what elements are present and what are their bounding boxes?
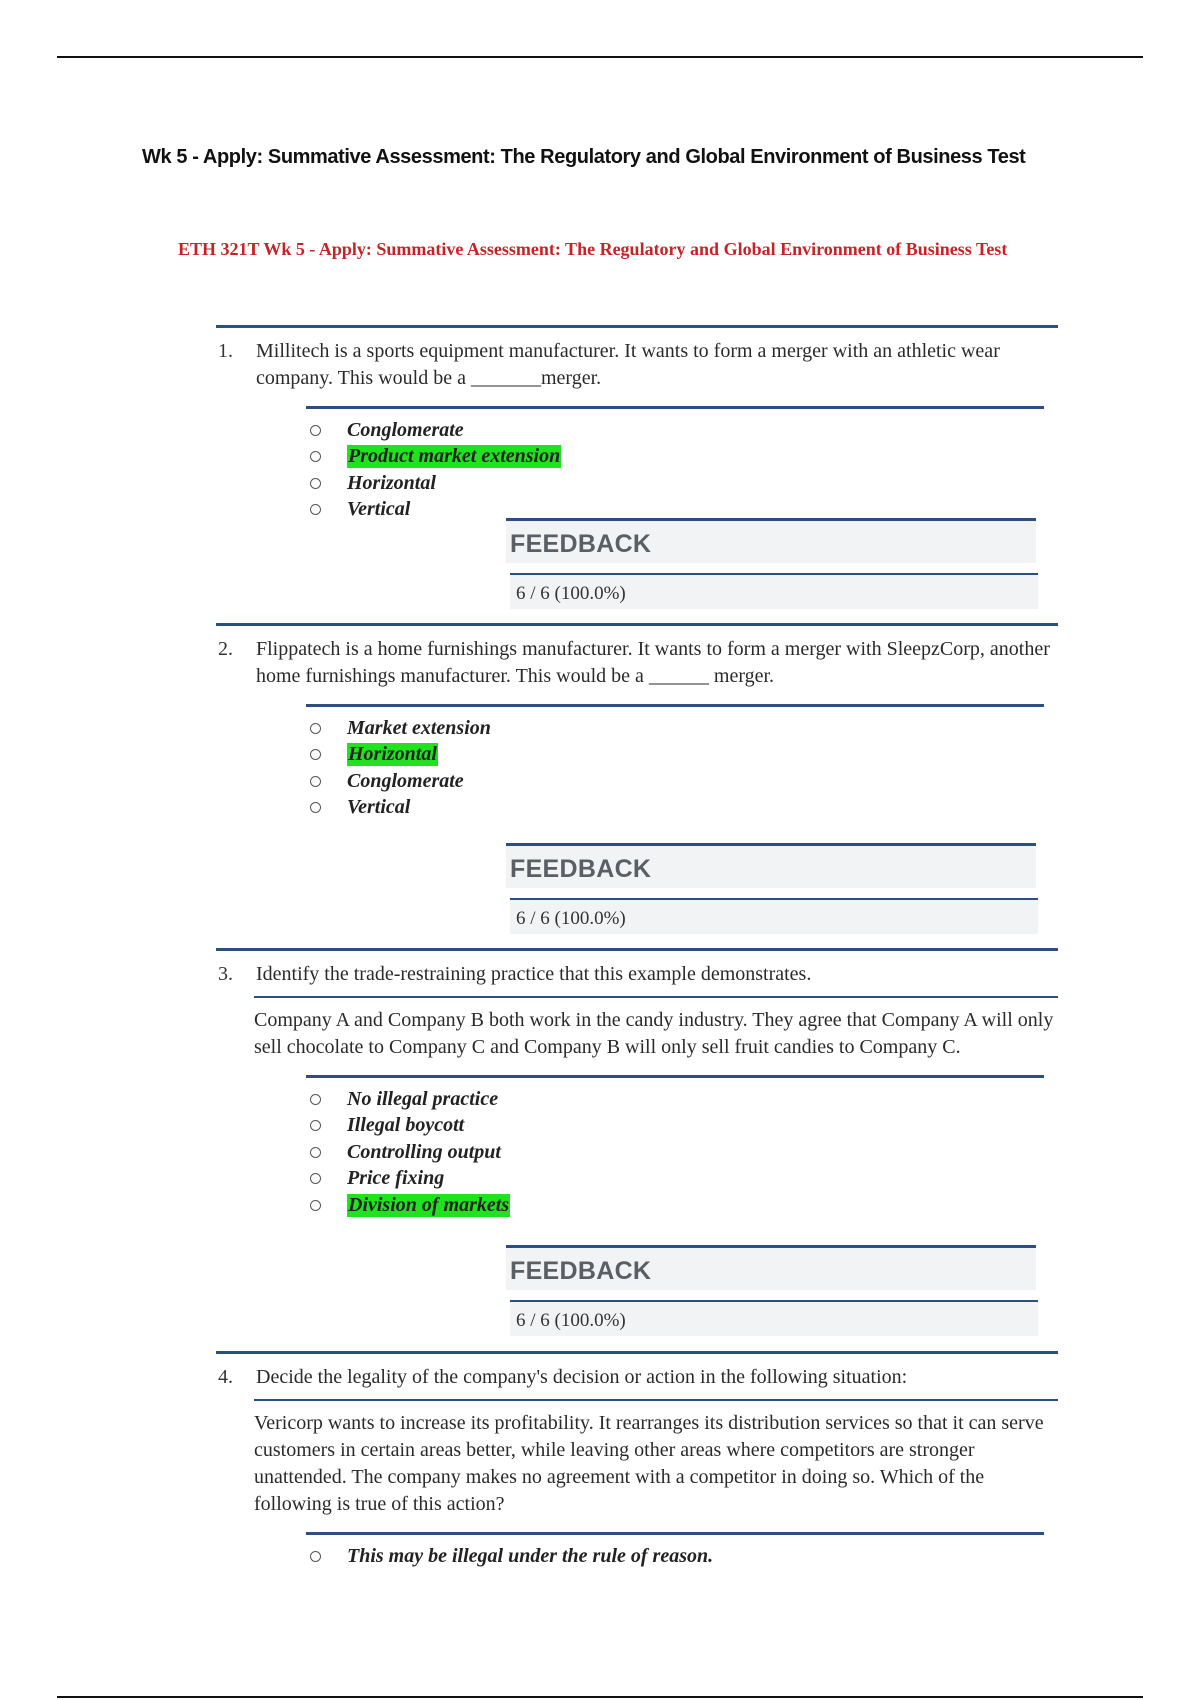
question-1 [216,325,1058,523]
radio-bullet-icon [310,802,321,813]
answer-option-selected[interactable]: Horizontal [306,742,1044,769]
radio-bullet-icon [310,1094,321,1105]
feedback-score: 6 / 6 (100.0%) [510,573,1038,609]
feedback-heading: FEEDBACK [506,518,1036,563]
radio-bullet-icon [310,776,321,787]
radio-bullet-icon [310,1173,321,1184]
feedback-score: 6 / 6 (100.0%) [510,898,1038,934]
radio-bullet-icon [310,1551,321,1562]
answer-option[interactable]: Conglomerate [306,768,1044,795]
radio-bullet-icon [310,723,321,734]
radio-bullet-icon [310,749,321,760]
answer-option[interactable]: Conglomerate [306,417,1044,444]
question-number: 1. [218,340,233,362]
bottom-rule [57,1696,1143,1698]
answer-option[interactable]: Market extension [306,715,1044,742]
answer-option[interactable]: Illegal boycott [306,1113,1044,1140]
radio-bullet-icon [310,1200,321,1211]
answer-option[interactable]: Controlling output [306,1139,1044,1166]
radio-bullet-icon [310,1147,321,1158]
answer-option-selected[interactable]: Product market extension [306,444,1044,471]
answer-options [306,1532,1044,1570]
radio-bullet-icon [310,425,321,436]
answer-option[interactable]: This may be illegal under the rule of reason. [306,1543,1044,1570]
answer-options [306,406,1044,523]
question-text: Decide the legality of the company's decision or action in the following situation: [256,1366,908,1388]
answer-option[interactable]: Vertical [306,795,1044,822]
radio-bullet-icon [310,504,321,515]
radio-bullet-icon [310,451,321,462]
feedback-panel [506,1245,1036,1336]
question-scenario: Company A and Company B both work in the candy industry. They agree that Company A will only sell chocolate to Company C and Company B will only sell fruit candies to Company C. [254,996,1058,1061]
feedback-panel [506,843,1036,934]
feedback-panel [506,518,1036,609]
question-4 [216,1351,1058,1570]
question-text: Identify the trade-restraining practice that this example demonstrates. [256,963,812,985]
question-scenario: Vericorp wants to increase its profitability. It rearranges its distribution services so that it can serve customers in certain areas better, while leaving other areas where competitors are stronger unattended. The company makes no agreement with a competitor in doing so. Which of the following is true of this action? [254,1399,1058,1518]
top-rule [57,56,1143,58]
question-number: 2. [218,638,233,660]
answer-option[interactable]: Horizontal [306,470,1044,497]
answer-option-selected[interactable]: Division of markets [306,1192,1044,1219]
answer-options [306,704,1044,821]
question-number: 3. [218,963,233,985]
answer-option[interactable]: No illegal practice [306,1086,1044,1113]
feedback-heading: FEEDBACK [506,1245,1036,1290]
question-3 [216,948,1058,1219]
document-title: Wk 5 - Apply: Summative Assessment: The Regulatory and Global Environment of Business Test [142,146,1026,168]
answer-options [306,1075,1044,1219]
feedback-heading: FEEDBACK [506,843,1036,888]
assessment-subtitle: ETH 321T Wk 5 - Apply: Summative Assessment: The Regulatory and Global Environment of Business Test [178,239,1008,259]
answer-option[interactable]: Price fixing [306,1166,1044,1193]
question-number: 4. [218,1366,233,1388]
question-text: Flippatech is a home furnishings manufacturer. It wants to form a merger with SleepzCorp, another home furnishings manufacturer. This would be a ______ merger. [256,638,1050,687]
radio-bullet-icon [310,1120,321,1131]
question-2 [216,623,1058,821]
feedback-score: 6 / 6 (100.0%) [510,1300,1038,1336]
answer-option[interactable]: Vertical [306,497,1044,524]
radio-bullet-icon [310,478,321,489]
question-text: Millitech is a sports equipment manufacturer. It wants to form a merger with an athletic wear company. This would be a _______merger. [256,340,1000,389]
